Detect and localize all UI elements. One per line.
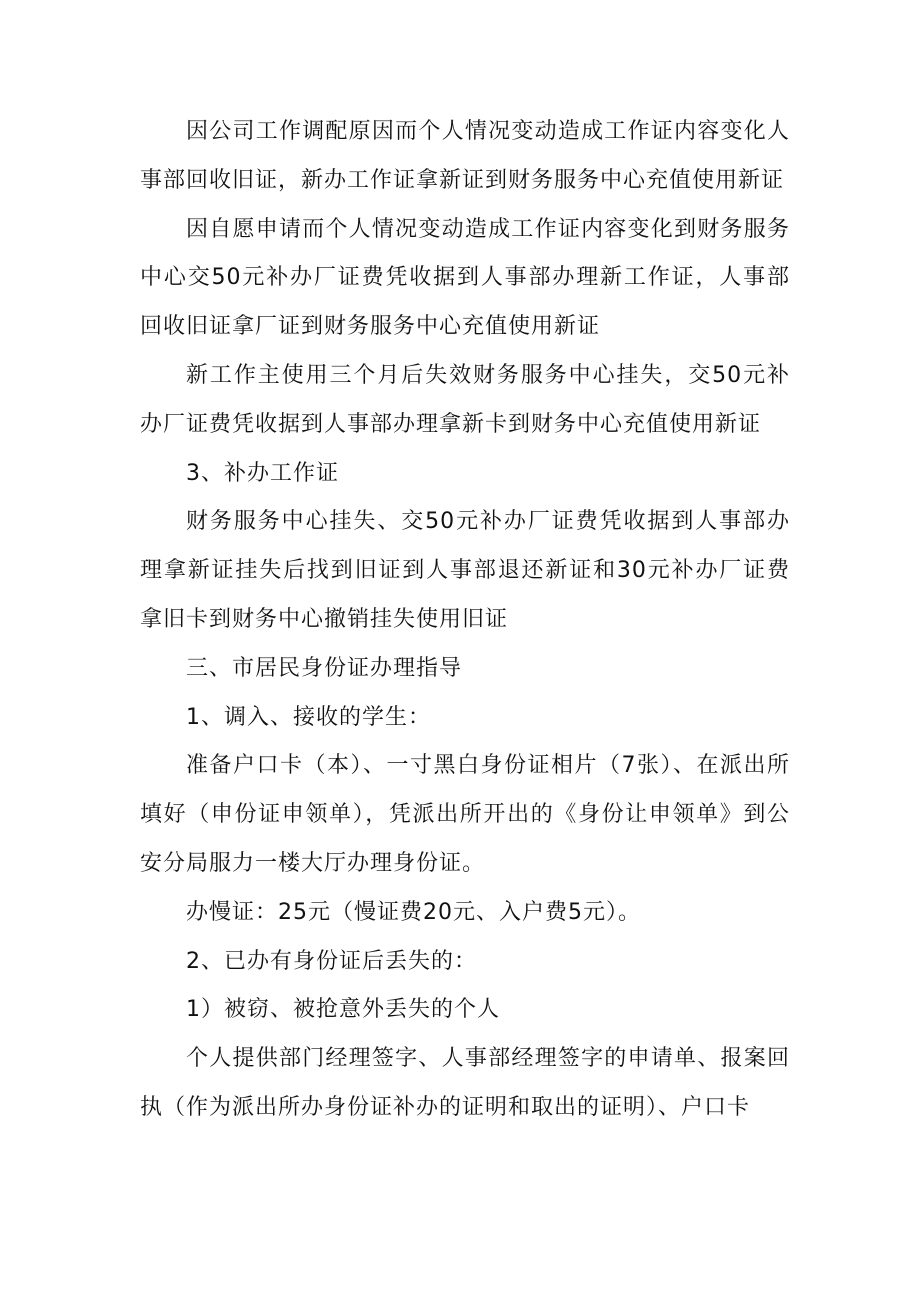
heading-resident-id-guide: 三、市居民身份证办理指导 <box>186 655 463 681</box>
paragraph-work-id-change-company: 因公司工作调配原因而个人情况变动造成工作证内容变化人事部回收旧证，新办工作证拿新证到财务服务中心充值使用新证 <box>140 119 790 193</box>
heading-transferred-students: 1、调入、接收的学生： <box>186 704 431 730</box>
paragraph-reissue-procedure: 财务服务中心挂失、交50元补办厂证费凭收据到人事部办理拿新证挂失后找到旧证到人事部退还新证和30元补办厂证费拿旧卡到财务中心撤销挂失使用旧证 <box>140 509 790 632</box>
paragraph-stolen-id-procedure: 个人提供部门经理签字、人事部经理签字的申请单、报案回执（作为派出所办身份证补办的证明和取出的证明）、户口卡 <box>140 1046 790 1120</box>
paragraph-work-id-expiry: 新工作主使用三个月后失效财务服务中心挂失，交50元补办厂证费凭收据到人事部办理拿新卡到财务中心充值使用新证 <box>140 362 790 437</box>
paragraph-work-id-change-voluntary: 因自愿申请而个人情况变动造成工作证内容变化到财务服务中心交50元补办厂证费凭收据到人事部办理新工作证，人事部回收旧证拿厂证到财务服务中心充值使用新证 <box>140 216 790 340</box>
heading-lost-id: 2、已办有身份证后丢失的： <box>186 948 477 974</box>
paragraph-id-preparation: 准备户口卡（本）、一寸黑白身份证相片（7张）、在派出所填好（申份证申领单），凭派出所开出的《身份让申领单》到公安分局服力一楼大厅办理身份证。 <box>140 753 790 876</box>
heading-stolen-id: 1）被窃、被抢意外丢失的个人 <box>186 997 500 1023</box>
heading-reissue-work-id: 3、补办工作证 <box>186 460 339 486</box>
document-body <box>140 108 790 1133</box>
paragraph-slow-id-fee: 办慢证：25元（慢证费20元、入户费5元）。 <box>186 899 641 925</box>
